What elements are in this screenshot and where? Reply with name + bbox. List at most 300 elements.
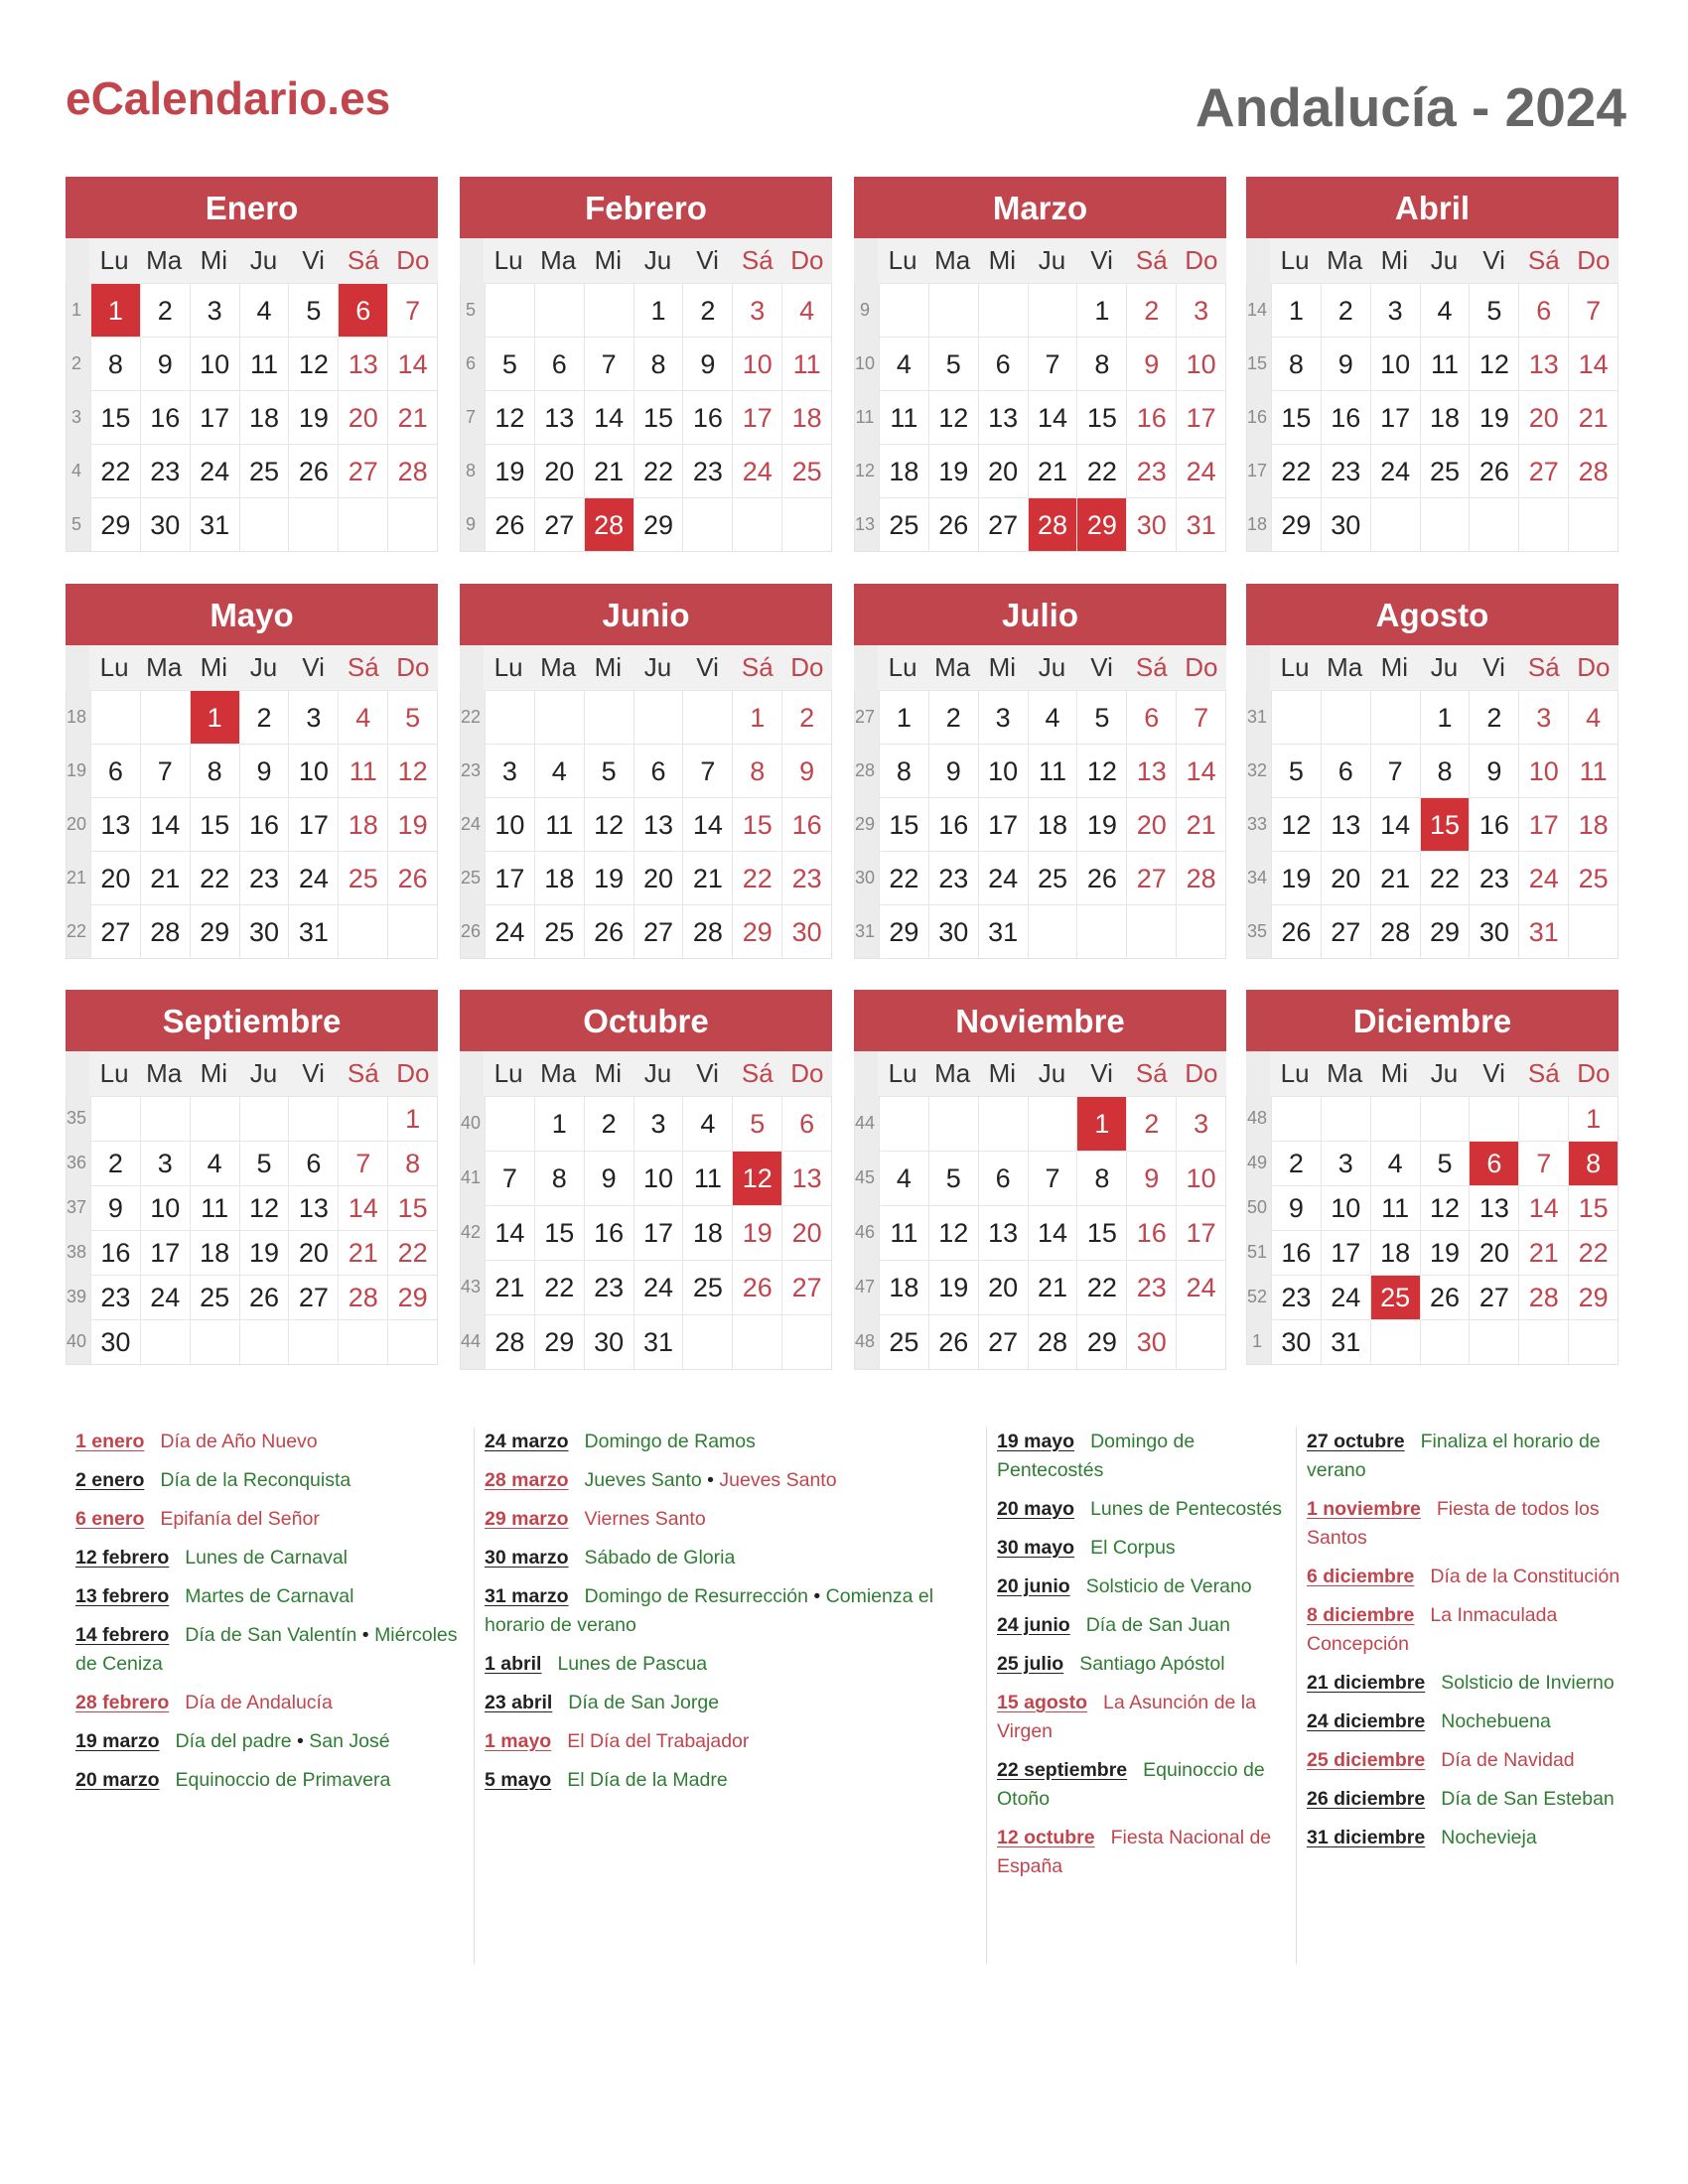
holiday-day-cell[interactable]: 25 bbox=[1370, 1275, 1420, 1319]
day-cell[interactable]: 26 bbox=[288, 444, 338, 497]
day-cell[interactable]: 15 bbox=[534, 1205, 584, 1260]
day-cell[interactable]: 29 bbox=[534, 1314, 584, 1369]
day-cell[interactable]: 12 bbox=[1271, 797, 1321, 851]
day-cell[interactable]: 13 bbox=[1469, 1185, 1518, 1230]
day-cell[interactable]: 10 bbox=[732, 337, 781, 390]
day-cell[interactable]: 29 bbox=[633, 497, 683, 551]
day-cell[interactable]: 5 bbox=[928, 1151, 978, 1205]
day-cell[interactable]: 21 bbox=[485, 1260, 534, 1314]
day-cell[interactable]: 28 bbox=[485, 1314, 534, 1369]
day-cell[interactable]: 25 bbox=[1568, 851, 1618, 904]
day-cell[interactable]: 9 bbox=[1126, 337, 1176, 390]
day-cell[interactable]: 26 bbox=[1076, 851, 1126, 904]
day-cell[interactable]: 4 bbox=[781, 283, 831, 337]
day-cell[interactable]: 16 bbox=[1126, 1205, 1176, 1260]
day-cell[interactable]: 19 bbox=[732, 1205, 781, 1260]
day-cell[interactable]: 2 bbox=[1126, 283, 1176, 337]
day-cell[interactable]: 11 bbox=[1028, 744, 1077, 797]
day-cell[interactable]: 17 bbox=[140, 1230, 190, 1275]
day-cell[interactable]: 23 bbox=[781, 851, 831, 904]
day-cell[interactable]: 8 bbox=[534, 1151, 584, 1205]
day-cell[interactable]: 13 bbox=[288, 1185, 338, 1230]
day-cell[interactable]: 3 bbox=[1176, 283, 1225, 337]
day-cell[interactable]: 5 bbox=[1076, 690, 1126, 744]
day-cell[interactable]: 13 bbox=[1126, 744, 1176, 797]
day-cell[interactable]: 29 bbox=[1076, 1314, 1126, 1369]
day-cell[interactable]: 21 bbox=[1518, 1230, 1568, 1275]
day-cell[interactable]: 24 bbox=[140, 1275, 190, 1319]
day-cell[interactable]: 26 bbox=[387, 851, 437, 904]
day-cell[interactable]: 21 bbox=[1568, 390, 1618, 444]
day-cell[interactable]: 30 bbox=[1126, 497, 1176, 551]
day-cell[interactable]: 21 bbox=[584, 444, 633, 497]
day-cell[interactable]: 2 bbox=[90, 1141, 140, 1185]
day-cell[interactable]: 28 bbox=[338, 1275, 387, 1319]
day-cell[interactable]: 2 bbox=[682, 283, 732, 337]
day-cell[interactable]: 31 bbox=[288, 904, 338, 958]
day-cell[interactable]: 22 bbox=[387, 1230, 437, 1275]
day-cell[interactable]: 28 bbox=[387, 444, 437, 497]
day-cell[interactable]: 26 bbox=[1271, 904, 1321, 958]
day-cell[interactable]: 25 bbox=[1420, 444, 1470, 497]
day-cell[interactable]: 16 bbox=[928, 797, 978, 851]
day-cell[interactable]: 27 bbox=[338, 444, 387, 497]
day-cell[interactable]: 23 bbox=[1271, 1275, 1321, 1319]
day-cell[interactable]: 16 bbox=[781, 797, 831, 851]
day-cell[interactable]: 31 bbox=[978, 904, 1028, 958]
day-cell[interactable]: 21 bbox=[1028, 1260, 1077, 1314]
day-cell[interactable]: 8 bbox=[732, 744, 781, 797]
day-cell[interactable]: 6 bbox=[978, 1151, 1028, 1205]
day-cell[interactable]: 2 bbox=[1321, 283, 1370, 337]
day-cell[interactable]: 16 bbox=[1126, 390, 1176, 444]
day-cell[interactable]: 6 bbox=[1126, 690, 1176, 744]
day-cell[interactable]: 18 bbox=[879, 444, 928, 497]
day-cell[interactable]: 24 bbox=[485, 904, 534, 958]
holiday-day-cell[interactable]: 29 bbox=[1076, 497, 1126, 551]
day-cell[interactable]: 31 bbox=[190, 497, 239, 551]
day-cell[interactable]: 14 bbox=[1028, 1205, 1077, 1260]
day-cell[interactable]: 17 bbox=[288, 797, 338, 851]
day-cell[interactable]: 16 bbox=[682, 390, 732, 444]
day-cell[interactable]: 8 bbox=[1271, 337, 1321, 390]
day-cell[interactable]: 30 bbox=[928, 904, 978, 958]
day-cell[interactable]: 23 bbox=[1126, 1260, 1176, 1314]
holiday-day-cell[interactable]: 8 bbox=[1568, 1141, 1618, 1185]
day-cell[interactable]: 12 bbox=[928, 1205, 978, 1260]
day-cell[interactable]: 3 bbox=[978, 690, 1028, 744]
day-cell[interactable]: 11 bbox=[190, 1185, 239, 1230]
day-cell[interactable]: 5 bbox=[928, 337, 978, 390]
day-cell[interactable]: 27 bbox=[1469, 1275, 1518, 1319]
day-cell[interactable]: 19 bbox=[288, 390, 338, 444]
day-cell[interactable]: 16 bbox=[140, 390, 190, 444]
day-cell[interactable]: 17 bbox=[190, 390, 239, 444]
day-cell[interactable]: 14 bbox=[1518, 1185, 1568, 1230]
day-cell[interactable]: 26 bbox=[239, 1275, 289, 1319]
day-cell[interactable]: 14 bbox=[140, 797, 190, 851]
day-cell[interactable]: 13 bbox=[534, 390, 584, 444]
holiday-day-cell[interactable]: 1 bbox=[190, 690, 239, 744]
day-cell[interactable]: 14 bbox=[682, 797, 732, 851]
day-cell[interactable]: 4 bbox=[1370, 1141, 1420, 1185]
day-cell[interactable]: 19 bbox=[584, 851, 633, 904]
day-cell[interactable]: 27 bbox=[1321, 904, 1370, 958]
day-cell[interactable]: 29 bbox=[1420, 904, 1470, 958]
holiday-day-cell[interactable]: 15 bbox=[1420, 797, 1470, 851]
day-cell[interactable]: 8 bbox=[1420, 744, 1470, 797]
day-cell[interactable]: 7 bbox=[1176, 690, 1225, 744]
day-cell[interactable]: 27 bbox=[90, 904, 140, 958]
day-cell[interactable]: 16 bbox=[1321, 390, 1370, 444]
day-cell[interactable]: 4 bbox=[1568, 690, 1618, 744]
day-cell[interactable]: 30 bbox=[1469, 904, 1518, 958]
day-cell[interactable]: 3 bbox=[288, 690, 338, 744]
day-cell[interactable]: 27 bbox=[781, 1260, 831, 1314]
day-cell[interactable]: 7 bbox=[1028, 337, 1077, 390]
day-cell[interactable]: 9 bbox=[584, 1151, 633, 1205]
day-cell[interactable]: 25 bbox=[781, 444, 831, 497]
day-cell[interactable]: 13 bbox=[90, 797, 140, 851]
day-cell[interactable]: 22 bbox=[879, 851, 928, 904]
day-cell[interactable]: 2 bbox=[1271, 1141, 1321, 1185]
holiday-day-cell[interactable]: 28 bbox=[1028, 497, 1077, 551]
day-cell[interactable]: 14 bbox=[485, 1205, 534, 1260]
day-cell[interactable]: 15 bbox=[387, 1185, 437, 1230]
day-cell[interactable]: 26 bbox=[485, 497, 534, 551]
day-cell[interactable]: 3 bbox=[1176, 1096, 1225, 1151]
day-cell[interactable]: 24 bbox=[1518, 851, 1568, 904]
day-cell[interactable]: 28 bbox=[1568, 444, 1618, 497]
day-cell[interactable]: 1 bbox=[732, 690, 781, 744]
day-cell[interactable]: 26 bbox=[1469, 444, 1518, 497]
day-cell[interactable]: 6 bbox=[781, 1096, 831, 1151]
day-cell[interactable]: 29 bbox=[90, 497, 140, 551]
day-cell[interactable]: 27 bbox=[633, 904, 683, 958]
day-cell[interactable]: 6 bbox=[978, 337, 1028, 390]
day-cell[interactable]: 19 bbox=[387, 797, 437, 851]
day-cell[interactable]: 17 bbox=[633, 1205, 683, 1260]
day-cell[interactable]: 15 bbox=[633, 390, 683, 444]
day-cell[interactable]: 2 bbox=[1469, 690, 1518, 744]
day-cell[interactable]: 7 bbox=[140, 744, 190, 797]
day-cell[interactable]: 2 bbox=[781, 690, 831, 744]
day-cell[interactable]: 24 bbox=[978, 851, 1028, 904]
day-cell[interactable]: 25 bbox=[1028, 851, 1077, 904]
holiday-day-cell[interactable]: 1 bbox=[90, 283, 140, 337]
day-cell[interactable]: 16 bbox=[239, 797, 289, 851]
day-cell[interactable]: 29 bbox=[879, 904, 928, 958]
day-cell[interactable]: 27 bbox=[288, 1275, 338, 1319]
day-cell[interactable]: 14 bbox=[1176, 744, 1225, 797]
day-cell[interactable]: 11 bbox=[682, 1151, 732, 1205]
day-cell[interactable]: 26 bbox=[732, 1260, 781, 1314]
day-cell[interactable]: 1 bbox=[1271, 283, 1321, 337]
day-cell[interactable]: 3 bbox=[485, 744, 534, 797]
day-cell[interactable]: 18 bbox=[190, 1230, 239, 1275]
day-cell[interactable]: 5 bbox=[387, 690, 437, 744]
day-cell[interactable]: 22 bbox=[190, 851, 239, 904]
day-cell[interactable]: 13 bbox=[978, 390, 1028, 444]
day-cell[interactable]: 3 bbox=[1370, 283, 1420, 337]
day-cell[interactable]: 29 bbox=[1568, 1275, 1618, 1319]
day-cell[interactable]: 26 bbox=[928, 1314, 978, 1369]
day-cell[interactable]: 27 bbox=[534, 497, 584, 551]
day-cell[interactable]: 10 bbox=[633, 1151, 683, 1205]
day-cell[interactable]: 30 bbox=[1126, 1314, 1176, 1369]
day-cell[interactable]: 18 bbox=[1370, 1230, 1420, 1275]
day-cell[interactable]: 14 bbox=[387, 337, 437, 390]
day-cell[interactable]: 14 bbox=[1370, 797, 1420, 851]
day-cell[interactable]: 19 bbox=[1469, 390, 1518, 444]
day-cell[interactable]: 17 bbox=[485, 851, 534, 904]
day-cell[interactable]: 12 bbox=[485, 390, 534, 444]
day-cell[interactable]: 7 bbox=[1370, 744, 1420, 797]
day-cell[interactable]: 15 bbox=[879, 797, 928, 851]
day-cell[interactable]: 12 bbox=[584, 797, 633, 851]
day-cell[interactable]: 6 bbox=[90, 744, 140, 797]
day-cell[interactable]: 24 bbox=[1370, 444, 1420, 497]
day-cell[interactable]: 17 bbox=[1321, 1230, 1370, 1275]
day-cell[interactable]: 7 bbox=[682, 744, 732, 797]
day-cell[interactable]: 27 bbox=[1518, 444, 1568, 497]
day-cell[interactable]: 22 bbox=[1076, 444, 1126, 497]
day-cell[interactable]: 8 bbox=[387, 1141, 437, 1185]
day-cell[interactable]: 15 bbox=[1271, 390, 1321, 444]
day-cell[interactable]: 12 bbox=[1469, 337, 1518, 390]
day-cell[interactable]: 8 bbox=[1076, 1151, 1126, 1205]
day-cell[interactable]: 5 bbox=[288, 283, 338, 337]
day-cell[interactable]: 20 bbox=[90, 851, 140, 904]
day-cell[interactable]: 25 bbox=[534, 904, 584, 958]
day-cell[interactable]: 30 bbox=[1271, 1319, 1321, 1364]
day-cell[interactable]: 27 bbox=[978, 1314, 1028, 1369]
day-cell[interactable]: 21 bbox=[338, 1230, 387, 1275]
day-cell[interactable]: 1 bbox=[387, 1096, 437, 1141]
day-cell[interactable]: 20 bbox=[534, 444, 584, 497]
day-cell[interactable]: 29 bbox=[387, 1275, 437, 1319]
day-cell[interactable]: 1 bbox=[633, 283, 683, 337]
day-cell[interactable]: 3 bbox=[190, 283, 239, 337]
day-cell[interactable]: 24 bbox=[1176, 1260, 1225, 1314]
day-cell[interactable]: 28 bbox=[1028, 1314, 1077, 1369]
day-cell[interactable]: 29 bbox=[732, 904, 781, 958]
day-cell[interactable]: 24 bbox=[1176, 444, 1225, 497]
day-cell[interactable]: 18 bbox=[781, 390, 831, 444]
day-cell[interactable]: 16 bbox=[1271, 1230, 1321, 1275]
day-cell[interactable]: 30 bbox=[140, 497, 190, 551]
day-cell[interactable]: 8 bbox=[879, 744, 928, 797]
day-cell[interactable]: 5 bbox=[239, 1141, 289, 1185]
day-cell[interactable]: 20 bbox=[633, 851, 683, 904]
day-cell[interactable]: 10 bbox=[1518, 744, 1568, 797]
day-cell[interactable]: 25 bbox=[338, 851, 387, 904]
day-cell[interactable]: 17 bbox=[1370, 390, 1420, 444]
day-cell[interactable]: 1 bbox=[879, 690, 928, 744]
day-cell[interactable]: 18 bbox=[338, 797, 387, 851]
day-cell[interactable]: 28 bbox=[1176, 851, 1225, 904]
day-cell[interactable]: 9 bbox=[928, 744, 978, 797]
day-cell[interactable]: 4 bbox=[1420, 283, 1470, 337]
day-cell[interactable]: 24 bbox=[732, 444, 781, 497]
day-cell[interactable]: 10 bbox=[978, 744, 1028, 797]
day-cell[interactable]: 21 bbox=[1028, 444, 1077, 497]
day-cell[interactable]: 17 bbox=[732, 390, 781, 444]
day-cell[interactable]: 23 bbox=[1469, 851, 1518, 904]
day-cell[interactable]: 27 bbox=[978, 497, 1028, 551]
day-cell[interactable]: 8 bbox=[190, 744, 239, 797]
day-cell[interactable]: 10 bbox=[1370, 337, 1420, 390]
day-cell[interactable]: 13 bbox=[1518, 337, 1568, 390]
holiday-day-cell[interactable]: 6 bbox=[1469, 1141, 1518, 1185]
day-cell[interactable]: 14 bbox=[1568, 337, 1618, 390]
day-cell[interactable]: 5 bbox=[1271, 744, 1321, 797]
day-cell[interactable]: 21 bbox=[387, 390, 437, 444]
day-cell[interactable]: 9 bbox=[239, 744, 289, 797]
day-cell[interactable]: 1 bbox=[1568, 1096, 1618, 1141]
day-cell[interactable]: 9 bbox=[90, 1185, 140, 1230]
day-cell[interactable]: 19 bbox=[1076, 797, 1126, 851]
day-cell[interactable]: 10 bbox=[485, 797, 534, 851]
day-cell[interactable]: 23 bbox=[1126, 444, 1176, 497]
day-cell[interactable]: 22 bbox=[1271, 444, 1321, 497]
day-cell[interactable]: 13 bbox=[633, 797, 683, 851]
day-cell[interactable]: 23 bbox=[928, 851, 978, 904]
day-cell[interactable]: 31 bbox=[1321, 1319, 1370, 1364]
day-cell[interactable]: 4 bbox=[879, 1151, 928, 1205]
day-cell[interactable]: 25 bbox=[879, 497, 928, 551]
day-cell[interactable]: 2 bbox=[928, 690, 978, 744]
day-cell[interactable]: 24 bbox=[1321, 1275, 1370, 1319]
day-cell[interactable]: 1 bbox=[1420, 690, 1470, 744]
day-cell[interactable]: 21 bbox=[140, 851, 190, 904]
day-cell[interactable]: 18 bbox=[1028, 797, 1077, 851]
day-cell[interactable]: 21 bbox=[682, 851, 732, 904]
day-cell[interactable]: 22 bbox=[90, 444, 140, 497]
day-cell[interactable]: 11 bbox=[879, 390, 928, 444]
day-cell[interactable]: 25 bbox=[190, 1275, 239, 1319]
holiday-day-cell[interactable]: 12 bbox=[732, 1151, 781, 1205]
day-cell[interactable]: 4 bbox=[682, 1096, 732, 1151]
holiday-day-cell[interactable]: 28 bbox=[584, 497, 633, 551]
day-cell[interactable]: 22 bbox=[633, 444, 683, 497]
day-cell[interactable]: 17 bbox=[978, 797, 1028, 851]
day-cell[interactable]: 12 bbox=[928, 390, 978, 444]
day-cell[interactable]: 11 bbox=[1568, 744, 1618, 797]
day-cell[interactable]: 14 bbox=[338, 1185, 387, 1230]
day-cell[interactable]: 22 bbox=[1420, 851, 1470, 904]
day-cell[interactable]: 9 bbox=[1469, 744, 1518, 797]
day-cell[interactable]: 20 bbox=[1518, 390, 1568, 444]
day-cell[interactable]: 11 bbox=[1370, 1185, 1420, 1230]
day-cell[interactable]: 30 bbox=[90, 1319, 140, 1364]
day-cell[interactable]: 19 bbox=[1420, 1230, 1470, 1275]
day-cell[interactable]: 18 bbox=[682, 1205, 732, 1260]
day-cell[interactable]: 26 bbox=[1420, 1275, 1470, 1319]
day-cell[interactable]: 1 bbox=[1076, 283, 1126, 337]
day-cell[interactable]: 29 bbox=[190, 904, 239, 958]
day-cell[interactable]: 23 bbox=[140, 444, 190, 497]
day-cell[interactable]: 22 bbox=[534, 1260, 584, 1314]
day-cell[interactable]: 26 bbox=[584, 904, 633, 958]
day-cell[interactable]: 21 bbox=[1176, 797, 1225, 851]
day-cell[interactable]: 9 bbox=[781, 744, 831, 797]
day-cell[interactable]: 11 bbox=[338, 744, 387, 797]
day-cell[interactable]: 4 bbox=[534, 744, 584, 797]
day-cell[interactable]: 2 bbox=[140, 283, 190, 337]
day-cell[interactable]: 24 bbox=[288, 851, 338, 904]
day-cell[interactable]: 17 bbox=[1176, 1205, 1225, 1260]
day-cell[interactable]: 26 bbox=[928, 497, 978, 551]
day-cell[interactable]: 30 bbox=[239, 904, 289, 958]
day-cell[interactable]: 15 bbox=[190, 797, 239, 851]
day-cell[interactable]: 23 bbox=[1321, 444, 1370, 497]
day-cell[interactable]: 31 bbox=[1518, 904, 1568, 958]
day-cell[interactable]: 15 bbox=[1076, 390, 1126, 444]
day-cell[interactable]: 16 bbox=[1469, 797, 1518, 851]
day-cell[interactable]: 15 bbox=[90, 390, 140, 444]
day-cell[interactable]: 18 bbox=[879, 1260, 928, 1314]
day-cell[interactable]: 1 bbox=[534, 1096, 584, 1151]
day-cell[interactable]: 18 bbox=[534, 851, 584, 904]
day-cell[interactable]: 10 bbox=[140, 1185, 190, 1230]
day-cell[interactable]: 28 bbox=[140, 904, 190, 958]
day-cell[interactable]: 3 bbox=[1321, 1141, 1370, 1185]
day-cell[interactable]: 23 bbox=[90, 1275, 140, 1319]
day-cell[interactable]: 11 bbox=[781, 337, 831, 390]
day-cell[interactable]: 20 bbox=[338, 390, 387, 444]
day-cell[interactable]: 10 bbox=[190, 337, 239, 390]
day-cell[interactable]: 9 bbox=[1321, 337, 1370, 390]
day-cell[interactable]: 7 bbox=[584, 337, 633, 390]
day-cell[interactable]: 7 bbox=[485, 1151, 534, 1205]
day-cell[interactable]: 31 bbox=[1176, 497, 1225, 551]
day-cell[interactable]: 7 bbox=[1028, 1151, 1077, 1205]
day-cell[interactable]: 20 bbox=[1126, 797, 1176, 851]
day-cell[interactable]: 8 bbox=[633, 337, 683, 390]
day-cell[interactable]: 17 bbox=[1176, 390, 1225, 444]
day-cell[interactable]: 20 bbox=[978, 444, 1028, 497]
day-cell[interactable]: 23 bbox=[584, 1260, 633, 1314]
day-cell[interactable]: 19 bbox=[928, 444, 978, 497]
day-cell[interactable]: 11 bbox=[534, 797, 584, 851]
day-cell[interactable]: 2 bbox=[239, 690, 289, 744]
day-cell[interactable]: 20 bbox=[1469, 1230, 1518, 1275]
day-cell[interactable]: 12 bbox=[1076, 744, 1126, 797]
day-cell[interactable]: 18 bbox=[239, 390, 289, 444]
day-cell[interactable]: 16 bbox=[584, 1205, 633, 1260]
day-cell[interactable]: 23 bbox=[239, 851, 289, 904]
day-cell[interactable]: 3 bbox=[140, 1141, 190, 1185]
day-cell[interactable]: 5 bbox=[732, 1096, 781, 1151]
day-cell[interactable]: 2 bbox=[584, 1096, 633, 1151]
day-cell[interactable]: 7 bbox=[1568, 283, 1618, 337]
day-cell[interactable]: 12 bbox=[239, 1185, 289, 1230]
day-cell[interactable]: 22 bbox=[1568, 1230, 1618, 1275]
day-cell[interactable]: 3 bbox=[633, 1096, 683, 1151]
day-cell[interactable]: 9 bbox=[1126, 1151, 1176, 1205]
day-cell[interactable]: 9 bbox=[140, 337, 190, 390]
day-cell[interactable]: 25 bbox=[682, 1260, 732, 1314]
day-cell[interactable]: 8 bbox=[1076, 337, 1126, 390]
day-cell[interactable]: 13 bbox=[978, 1205, 1028, 1260]
day-cell[interactable]: 19 bbox=[928, 1260, 978, 1314]
day-cell[interactable]: 12 bbox=[387, 744, 437, 797]
day-cell[interactable]: 22 bbox=[732, 851, 781, 904]
day-cell[interactable]: 12 bbox=[288, 337, 338, 390]
day-cell[interactable]: 14 bbox=[1028, 390, 1077, 444]
day-cell[interactable]: 19 bbox=[1271, 851, 1321, 904]
